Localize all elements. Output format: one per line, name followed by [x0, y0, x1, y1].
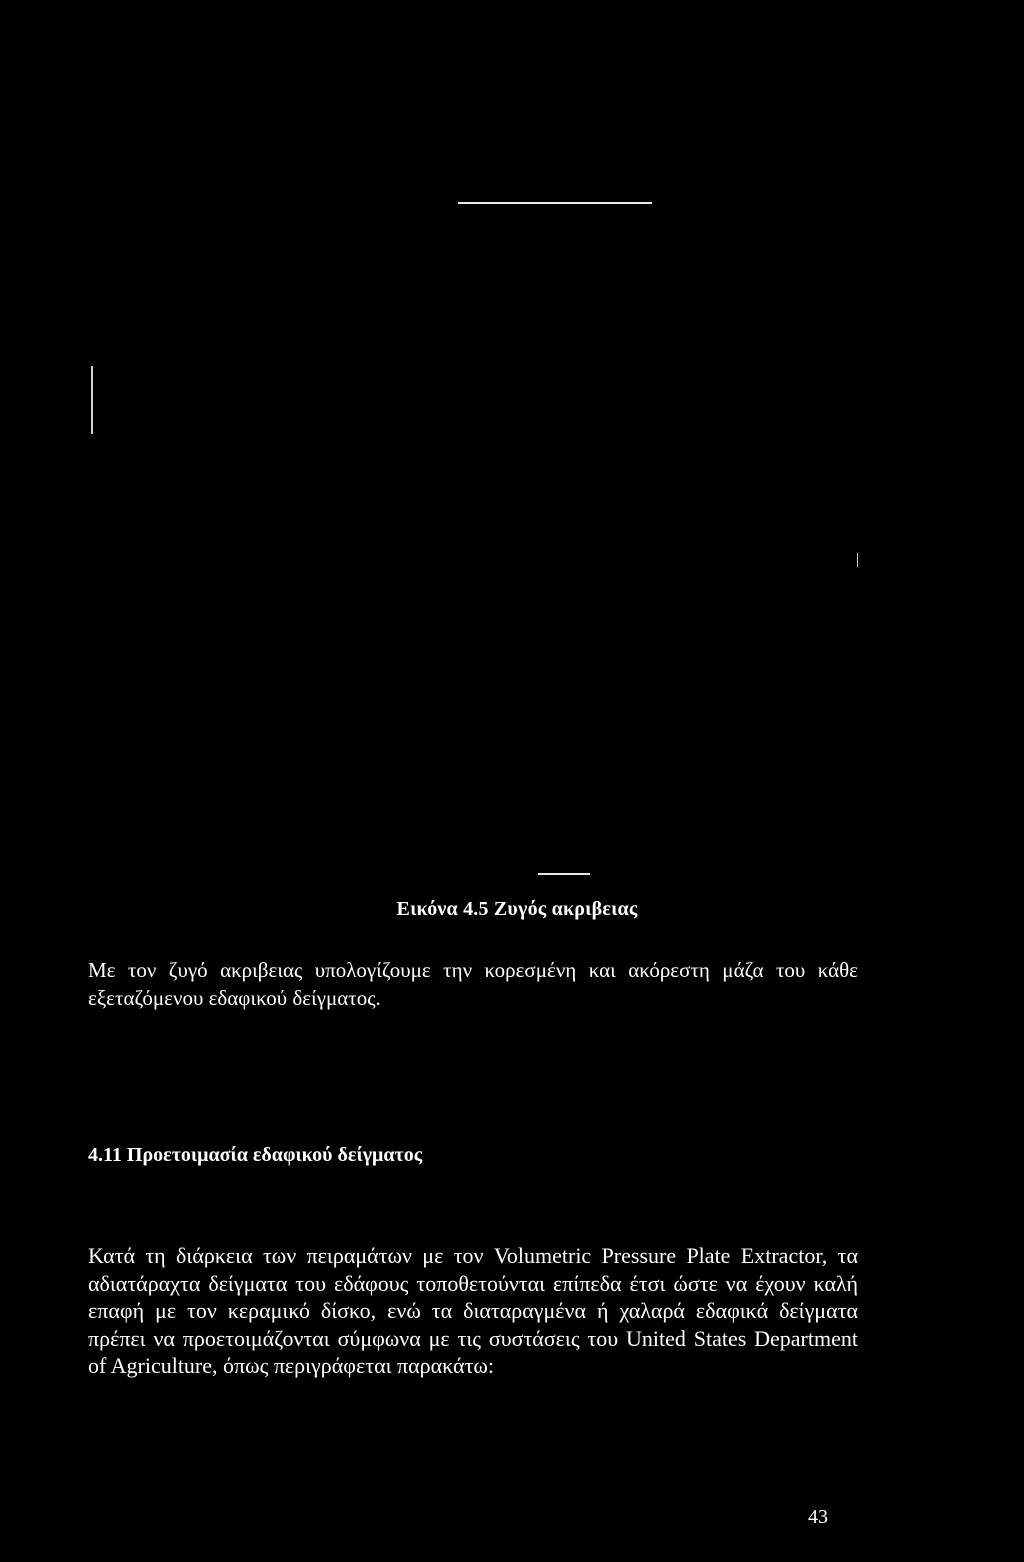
section-heading: 4.11 Προετοιμασία εδαφικού δείγματος: [88, 1144, 423, 1166]
figure-right-mark: [857, 553, 858, 567]
figure-left-mark: [91, 366, 93, 434]
body-paragraph-1: Με τον ζυγό ακριβειας υπολογίζουμε την κορεσμένη και ακόρεστη μάζα του κάθε εξεταζόμενου εδαφικού δείγματος.: [88, 958, 858, 1010]
figure-top-rule: [458, 202, 652, 204]
page-number: 43: [808, 1506, 828, 1528]
figure-bottom-rule: [538, 873, 590, 875]
figure-caption: Εικόνα 4.5 Ζυγός ακριβειας: [396, 898, 638, 920]
body-paragraph-2: Κατά τη διάρκεια των πειραμάτων με τον Volumetric Pressure Plate Extractor, τα αδιατάραχτα δείγματα του εδάφους τοποθετούνται επίπεδα έτσι ώστε να έχουν καλή επαφή με τον κεραμικό δίσκο, ενώ τα διαταραγμένα ή χαλαρά εδαφικά δείγματα πρέπει να προετοιμάζονται σύμφωνα με τις συστάσεις του United States Department of Agriculture, όπως περιγράφεται παρακάτω:: [88, 1243, 858, 1378]
